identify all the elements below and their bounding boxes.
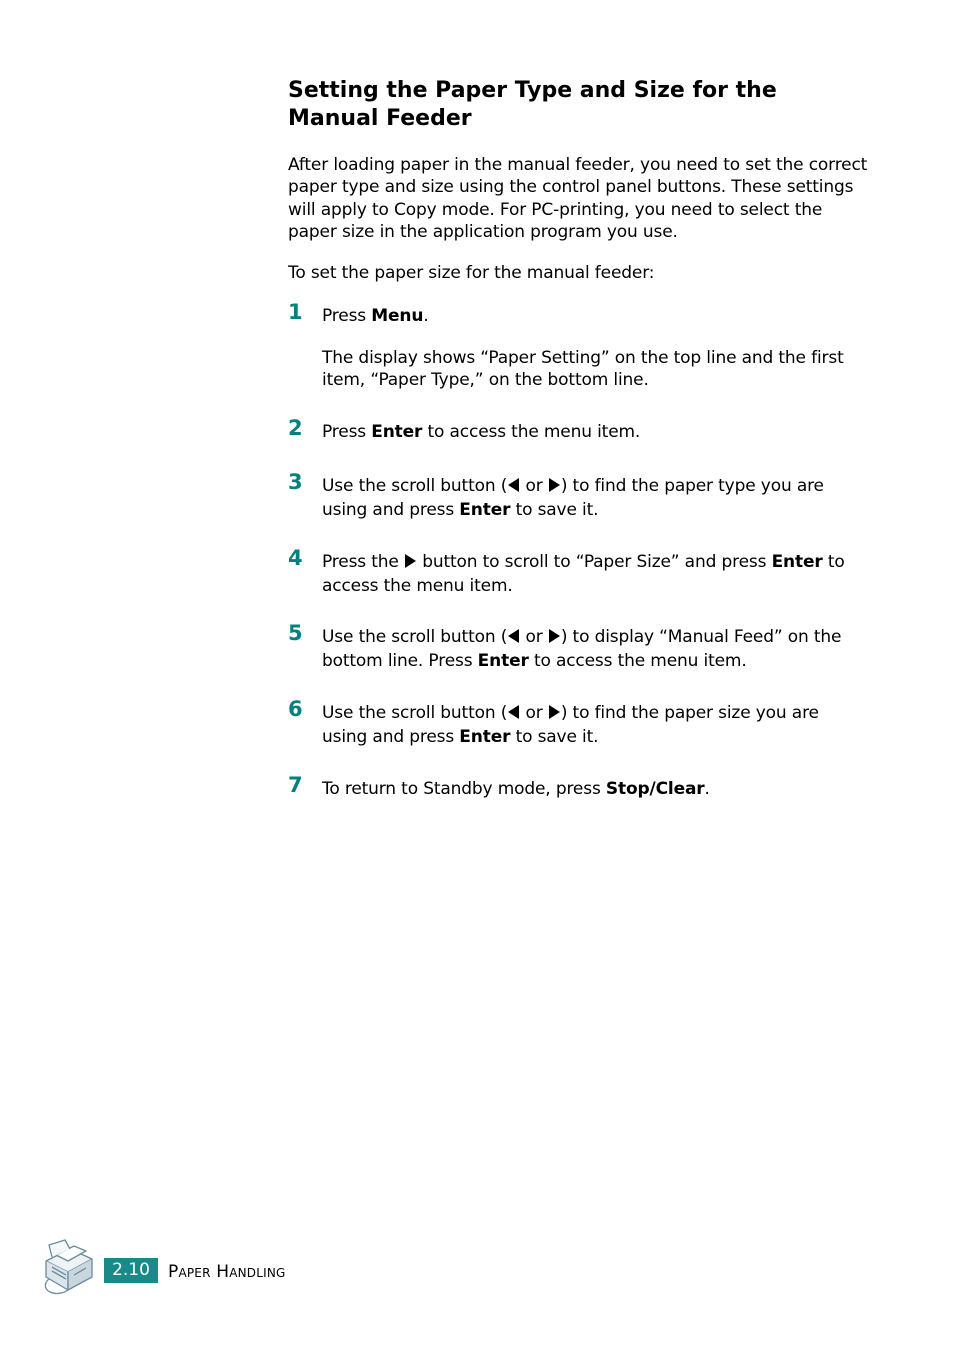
step-number: 5 <box>288 621 303 645</box>
right-arrow-icon <box>549 629 560 643</box>
step-instruction: Press the button to scroll to “Paper Size” and press Enter to access the menu item. <box>322 552 845 596</box>
key-enter: Enter <box>459 499 511 520</box>
step-number: 2 <box>288 416 303 440</box>
key-enter: Enter <box>771 552 823 572</box>
right-arrow-icon <box>549 705 560 719</box>
step-number: 7 <box>288 773 303 797</box>
step-instruction: To return to Standby mode, press Stop/Clear. <box>322 779 710 799</box>
step-instruction: Press Menu. <box>322 306 429 326</box>
page-number: 2.10 <box>112 1260 150 1280</box>
key-enter: Enter <box>371 422 423 442</box>
step-number: 4 <box>288 546 303 570</box>
step-note: The display shows “Paper Setting” on the top line and the first item, “Paper Type,” on the bottom line. <box>322 348 844 391</box>
left-arrow-icon <box>508 705 519 719</box>
step-instruction: Press Enter to access the menu item. <box>322 422 641 442</box>
page-number-badge <box>104 1258 158 1283</box>
step-number: 6 <box>288 697 303 721</box>
key-stop-clear: Stop/Clear <box>605 779 705 799</box>
step-number: 3 <box>288 470 303 494</box>
page-title: Setting the Paper Type and Size for the Manual Feeder <box>288 78 777 131</box>
step-number: 1 <box>288 300 303 324</box>
step-instruction: Use the scroll button ( or ) to display “Manual Feed” on the bottom line. Press Enter to access the menu item. <box>322 627 842 671</box>
step-instruction: Use the scroll button ( or ) to find the paper type you are using and press Enter to save it. <box>322 476 824 520</box>
key-enter: Enter <box>459 726 511 747</box>
step-instruction: Use the scroll button ( or ) to find the paper size you are using and press Enter to save it. <box>322 703 819 747</box>
lead-paragraph: To set the paper size for the manual feeder: <box>288 263 655 283</box>
key-enter: Enter <box>477 650 529 671</box>
printer-icon <box>40 1237 98 1297</box>
section-title: Paper Handling <box>168 1262 286 1282</box>
right-arrow-icon <box>549 478 560 492</box>
right-arrow-icon <box>405 554 416 568</box>
key-menu: Menu <box>371 306 424 326</box>
intro-paragraph: After loading paper in the manual feeder, you need to set the correct paper type and size using the control panel buttons. These settings will apply to Copy mode. For PC-printing, you need to select the paper size in the application program you use. <box>288 155 868 242</box>
left-arrow-icon <box>508 478 519 492</box>
left-arrow-icon <box>508 629 519 643</box>
